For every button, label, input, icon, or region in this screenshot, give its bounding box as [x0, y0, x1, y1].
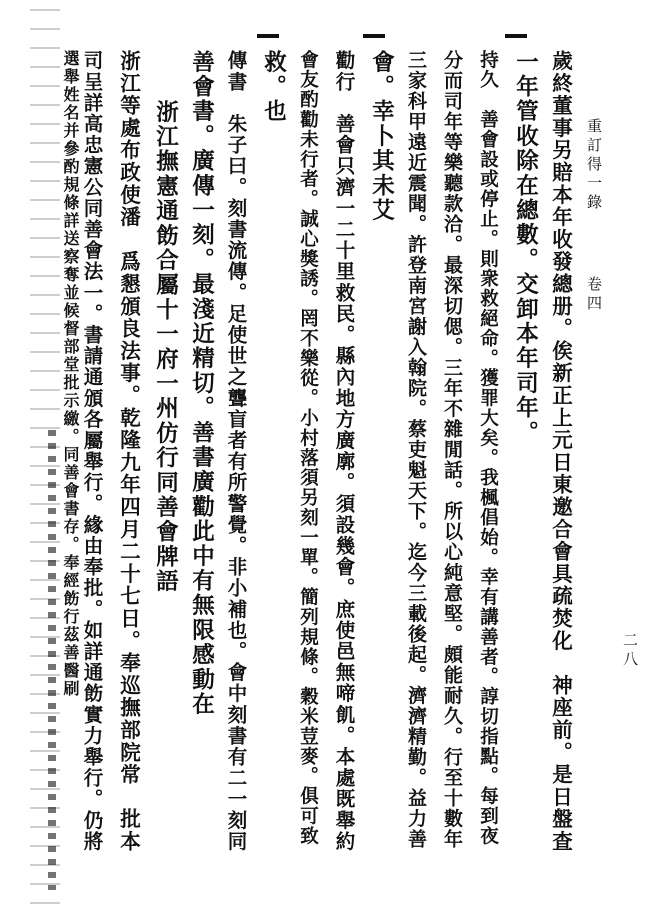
section-heading: 浙江撫憲通飭合屬十一府一州仿行同善會牌語	[152, 100, 179, 594]
text-column-11: 善會書。廣傳一刻。最淺近精切。善書廣勸此中有無限感動在	[188, 50, 215, 717]
text-column-9: 救。也	[260, 50, 287, 125]
text-column-13: 浙江等處布政使潘 爲懇頒良法事。乾隆九年四月二十七日。奉巡撫部院常 批本	[116, 50, 141, 853]
text-column-6: 會。幸卜其未艾	[368, 50, 395, 223]
text-column-14: 司呈詳高忠憲公同善會法一。書請通頒各屬舉行。緣由奉批。如詳通飭實力舉行。仍將	[80, 50, 104, 852]
section-mark	[505, 34, 527, 38]
binding-stitch-marks	[48, 430, 56, 890]
book-title: 重訂得一錄	[585, 118, 603, 213]
section-mark	[257, 34, 279, 38]
volume-label: 卷四	[585, 276, 603, 314]
text-column-2: 一年管收除在總數。交卸本年司年。	[512, 50, 539, 446]
text-column-15: 選舉姓名并參酌規條詳送察奪並候督部堂批示繳。同善會書存。奉經飭行茲善醫刷	[61, 50, 80, 698]
text-column-3: 持久 善會設或停止。則衆救絕命。獲罪大矣。我楓倡始。幸有講善者。諄切指點。每到夜	[477, 50, 499, 846]
text-column-7: 勸行 善會只濟一二十里救民。縣內地方廣廓。須設幾會。庶使邑無啼飢。本處既舉約	[332, 50, 356, 852]
text-column-10: 傳書 朱子曰。刻書流傳。足使世之聾盲者有所警覺。非小補也。會中刻書有二一刻同	[224, 50, 248, 852]
section-mark	[363, 34, 385, 38]
text-column-8: 會友酌勸未行者。誠心獎誘。罔不樂從。小村落須另刻一單。簡列規條。穀米荳麥。俱可致	[297, 50, 319, 846]
text-column-5: 三家科甲遠近震聞。許登南宮謝入翰院。蔡吏魁天下。迄今三載後起。濟濟精勤。益力善	[405, 50, 427, 850]
text-column-1: 歲終董事另賠本年收發總册。俟新正上元日東邀合會具疏焚化 神座前。是日盤查	[548, 50, 573, 853]
text-column-4: 分而司年等樂聽款洽。最深切偲。三年不雜閒話。所以心純意堅。頗能耐久。行至十數年	[441, 50, 463, 850]
page-number: 二八	[621, 632, 639, 670]
